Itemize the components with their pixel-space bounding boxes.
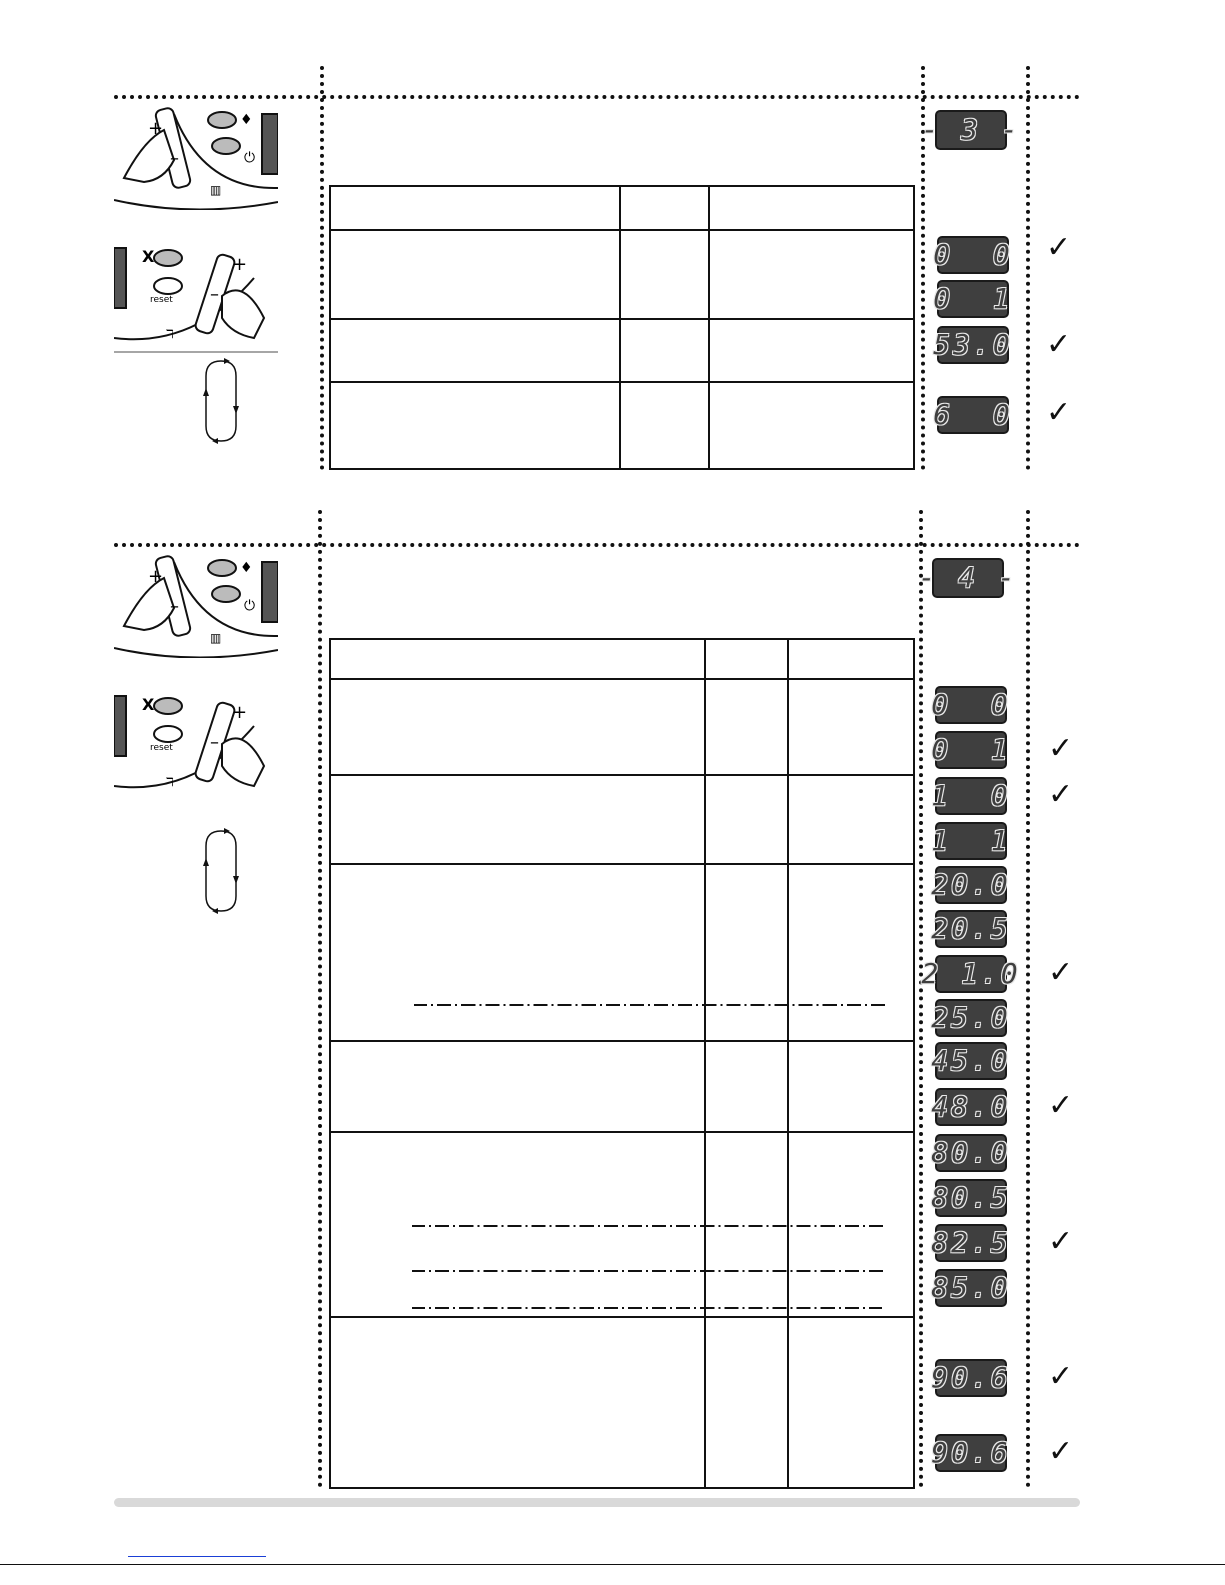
row-divider (114, 543, 1080, 547)
value-display: 0 0 (937, 236, 1009, 274)
finger-hand-icon (222, 290, 264, 338)
cycle-arrows-icon (196, 356, 246, 446)
value-display: 48.0 (935, 1088, 1007, 1126)
value-display: 80.0 (935, 1134, 1007, 1172)
tap-icon: ℸ (166, 327, 174, 341)
power-icon: ⏻ (244, 598, 256, 614)
flame-icon: ♦ (240, 560, 253, 576)
value-display: 6 0 (937, 396, 1009, 434)
menu-display: - 3 - (935, 110, 1007, 150)
minus-label: – (210, 284, 219, 305)
footer-bar (114, 1498, 1080, 1507)
tap-icon: ℸ (166, 775, 174, 789)
value-display: 90.6 (935, 1434, 1007, 1472)
default-check-icon: ✓ (1046, 395, 1072, 430)
x-icon: X (142, 695, 155, 714)
display-window (114, 248, 126, 308)
table-col-divider (704, 638, 706, 1489)
reset-label: reset (150, 743, 173, 753)
value-display: 2 1.0 (935, 955, 1007, 993)
default-check-icon: ✓ (1048, 955, 1074, 990)
value-display: 0 0 (935, 686, 1007, 724)
minus-label: – (170, 596, 179, 617)
button-reset[interactable] (154, 278, 182, 294)
reset-label: reset (150, 295, 173, 305)
table-col-divider (708, 185, 710, 470)
display-window (262, 562, 278, 622)
control-panel-illustration-3 (114, 548, 278, 658)
value-display: 25.0 (935, 999, 1007, 1037)
plus-label: + (232, 702, 248, 723)
control-panel-illustration (114, 100, 278, 210)
plus-label: + (148, 118, 164, 139)
default-check-icon: ✓ (1046, 230, 1072, 265)
page-bottom-rule (0, 1564, 1225, 1565)
plus-label: + (148, 566, 164, 587)
column-divider (919, 510, 923, 1488)
dash-dot-separator (412, 1307, 882, 1309)
value-display: 53.0 (937, 326, 1009, 364)
link-underline[interactable] (128, 1556, 266, 1557)
value-display: 1 1 (935, 822, 1007, 860)
value-display: 85.0 (935, 1269, 1007, 1307)
column-divider (318, 510, 322, 1488)
value-display: 45.0 (935, 1042, 1007, 1080)
table-row-divider (329, 381, 915, 383)
radiator-icon: ▥ (210, 183, 222, 197)
value-display: 0 1 (935, 731, 1007, 769)
button-reset[interactable] (154, 726, 182, 742)
value-display: 20.0 (935, 866, 1007, 904)
finger-hand-icon (222, 738, 264, 786)
default-check-icon: ✓ (1048, 1434, 1074, 1469)
column-divider (1026, 66, 1030, 470)
button-flame[interactable] (208, 560, 236, 576)
display-window (262, 114, 278, 174)
table-row-divider (329, 1131, 915, 1133)
plus-label: + (232, 254, 248, 275)
display-window (114, 696, 126, 756)
column-divider (320, 66, 324, 470)
table-row-divider (329, 318, 915, 320)
power-icon: ⏻ (244, 150, 256, 166)
table-col-divider (619, 185, 621, 470)
default-check-icon: ✓ (1048, 1224, 1074, 1259)
dash-dot-separator (412, 1270, 884, 1272)
radiator-icon: ▥ (210, 631, 222, 645)
cycle-arrows-icon (196, 826, 246, 916)
default-check-icon: ✓ (1048, 777, 1074, 812)
value-display: 82.5 (935, 1224, 1007, 1262)
default-check-icon: ✓ (1048, 731, 1074, 766)
minus-label: – (170, 148, 179, 169)
value-display: 20.5 (935, 910, 1007, 948)
flame-icon: ♦ (240, 112, 253, 128)
control-panel-illustration-2 (114, 238, 278, 354)
control-panel-illustration-4 (114, 686, 278, 802)
table-row-divider (329, 1040, 915, 1042)
table-row-divider (329, 774, 915, 776)
table-row-divider (329, 863, 915, 865)
minus-label: – (210, 732, 219, 753)
table-col-divider (787, 638, 789, 1489)
value-display: 80.5 (935, 1179, 1007, 1217)
button-power[interactable] (212, 586, 240, 602)
button-x[interactable] (154, 250, 182, 266)
default-check-icon: ✓ (1048, 1359, 1074, 1394)
button-power[interactable] (212, 138, 240, 154)
button-flame[interactable] (208, 112, 236, 128)
value-display: 0 1 (937, 280, 1009, 318)
default-check-icon: ✓ (1048, 1088, 1074, 1123)
settings-table-2 (329, 638, 915, 1489)
value-display: 1 0 (935, 777, 1007, 815)
table-row-divider (329, 229, 915, 231)
default-check-icon: ✓ (1046, 327, 1072, 362)
x-icon: X (142, 247, 155, 266)
button-x[interactable] (154, 698, 182, 714)
value-display: 90.6 (935, 1359, 1007, 1397)
dash-dot-separator (414, 1004, 886, 1006)
dash-dot-separator (412, 1225, 884, 1227)
row-divider (114, 95, 1080, 99)
table-row-divider (329, 678, 915, 680)
settings-table-1 (329, 185, 915, 470)
menu-display: - 4 - (932, 558, 1004, 598)
table-row-divider (329, 1316, 915, 1318)
column-divider (1026, 510, 1030, 1488)
